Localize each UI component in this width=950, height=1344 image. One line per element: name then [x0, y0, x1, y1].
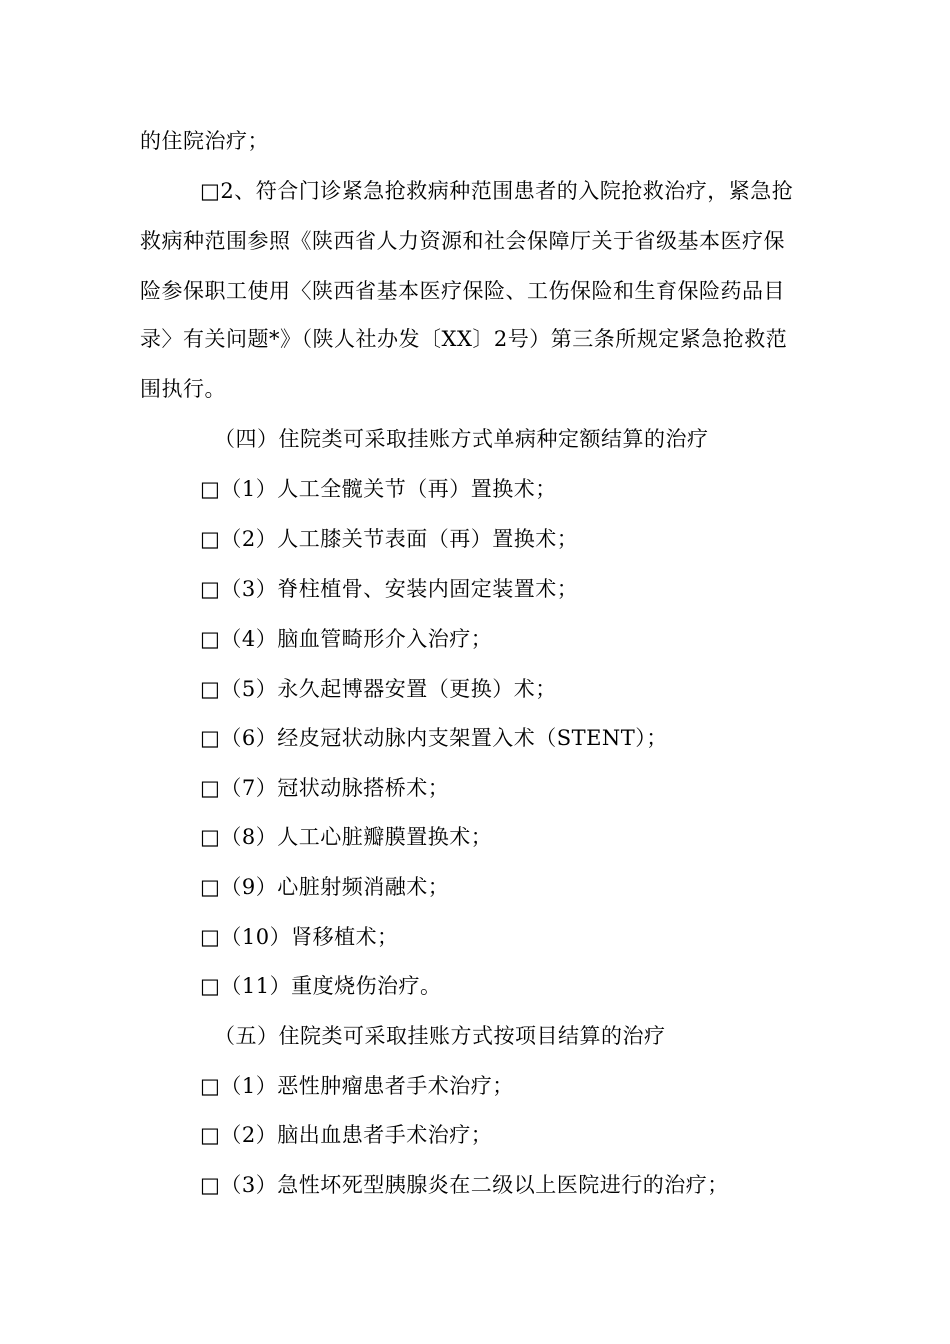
paragraph-line: □2、符合门诊紧急抢救病种范围患者的入院抢救治疗，紧急抢 [200, 179, 794, 203]
checklist-item: □（8）人工心脏瓣膜置换术； [200, 825, 493, 849]
checklist-item: □（6）经皮冠状动脉内支架置入术（STENT）； [200, 726, 668, 750]
section-heading: （四）住院类可采取挂账方式单病种定额结算的治疗 [214, 427, 709, 451]
paragraph-line: 的住院治疗； [140, 129, 269, 153]
checklist-item: □（3）急性坏死型胰腺炎在二级以上医院进行的治疗； [200, 1173, 729, 1197]
section-heading: （五）住院类可采取挂账方式按项目结算的治疗 [214, 1024, 666, 1048]
paragraph-line: 围执行。 [140, 377, 226, 401]
checklist-item: □（2）脑出血患者手术治疗； [200, 1123, 493, 1147]
checklist-item: □（7）冠状动脉搭桥术； [200, 776, 450, 800]
checklist-item: □（11）重度烧伤治疗。 [200, 974, 442, 998]
paragraph-line: 险参保职工使用〈陕西省基本医疗保险、工伤保险和生育保险药品目 [140, 279, 785, 303]
checklist-item: □（3）脊柱植骨、安装内固定装置术； [200, 577, 579, 601]
checklist-item: □（9）心脏射频消融术； [200, 875, 450, 899]
checklist-item: □（10）肾移植术； [200, 925, 399, 949]
paragraph-line: 救病种范围参照《陕西省人力资源和社会保障厅关于省级基本医疗保 [140, 229, 785, 253]
checklist-item: □（1）人工全髋关节（再）置换术； [200, 477, 557, 501]
checklist-item: □（2）人工膝关节表面（再）置换术； [200, 527, 579, 551]
checklist-item: □（5）永久起博器安置（更换）术； [200, 677, 557, 701]
paragraph-line: 录〉有关问题*》（陕人社办发〔XX〕2号）第三条所规定紧急抢救范 [140, 327, 788, 351]
checklist-item: □（4）脑血管畸形介入治疗； [200, 627, 493, 651]
checklist-item: □（1）恶性肿瘤患者手术治疗； [200, 1074, 514, 1098]
